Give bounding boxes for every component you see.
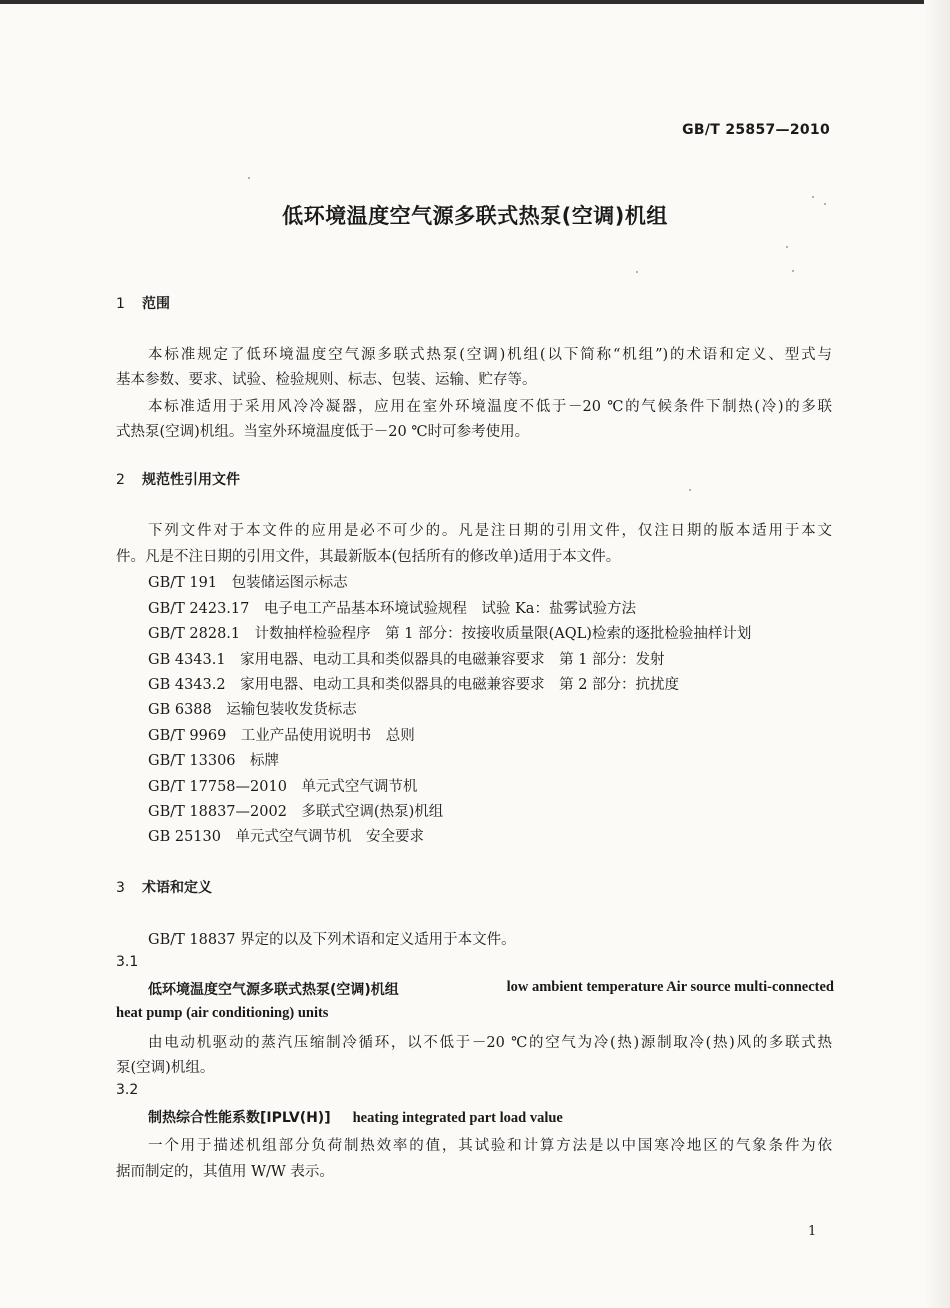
scan-speck [792,270,794,272]
scan-speck [248,177,250,179]
section-title: 范围 [142,296,170,312]
reference-item: GB/T 17758—2010 单元式空气调节机 [148,779,418,795]
term-number: 3.2 [116,1082,139,1098]
paragraph-line: 件。凡是不注日期的引用文件，其最新版本(包括所有的修改单)适用于本文件。 [116,549,621,565]
term-1-heading [148,979,834,999]
definition-line: 一个用于描述机组部分负荷制热效率的值，其试验和计算方法是以中国寒冷地区的气象条件为依 [148,1138,832,1154]
section-number: 1 [116,296,125,312]
paragraph-line: GB/T 18837 界定的以及下列术语和定义适用于本文件。 [148,932,516,948]
term-name-en: low ambient temperature Air source multi-connected [506,979,834,995]
definition-line: 由电动机驱动的蒸汽压缩制冷循环，以不低于－20 ℃的空气为冷(热)源制取冷(热)风的多联式热 [148,1035,832,1051]
term-name-cn: 低环境温度空气源多联式热泵(空调)机组 [148,982,399,998]
standard-id: GB/T 25857—2010 [682,122,830,138]
section-number: 3 [116,880,125,896]
reference-item: GB/T 13306 标牌 [148,753,280,769]
reference-item: GB 4343.1 家用电器、电动工具和类似器具的电磁兼容要求 第 1 部分：发射 [148,652,665,668]
scan-speck [786,246,788,248]
term-number: 3.1 [116,954,139,970]
reference-item: GB/T 2828.1 计数抽样检验程序 第 1 部分：按接收质量限(AQL)检索的逐批检验抽样计划 [148,626,752,642]
scan-speck [812,196,814,198]
section-2-heading [116,469,240,489]
reference-item: GB/T 191 包装储运图示标志 [148,575,348,591]
term-2-heading [148,1107,563,1127]
scan-speck [636,271,638,273]
reference-item: GB/T 18837—2002 多联式空调(热泵)机组 [148,804,444,820]
section-3-heading [116,877,212,897]
paragraph-line: 基本参数、要求、试验、检验规则、标志、包装、运输、贮存等。 [116,372,537,388]
section-number: 2 [116,472,125,488]
paragraph-line: 本标准规定了低环境温度空气源多联式热泵(空调)机组(以下简称“机组”)的术语和定义、型式与 [148,347,832,363]
term-name-en-continued: heat pump (air conditioning) units [116,1005,329,1021]
term-name-cn: 制热综合性能系数[IPLV(H)] [148,1110,331,1126]
page-number: 1 [808,1224,817,1239]
scan-border-top [0,0,950,4]
paragraph-line: 本标准适用于采用风冷冷凝器，应用在室外环境温度不低于－20 ℃的气候条件下制热(冷)的多联 [148,399,832,415]
reference-item: GB 4343.2 家用电器、电动工具和类似器具的电磁兼容要求 第 2 部分：抗扰度 [148,677,680,693]
term-name-en: heating integrated part load value [352,1110,563,1126]
paragraph-line: 下列文件对于本文件的应用是必不可少的。凡是注日期的引用文件，仅注日期的版本适用于本文 [148,523,832,539]
scan-border-right [924,0,950,1308]
reference-item: GB 6388 运输包装收发货标志 [148,702,357,718]
scan-speck [689,489,691,491]
definition-line: 泵(空调)机组。 [116,1060,215,1076]
section-title: 规范性引用文件 [142,472,240,488]
paragraph-line: 式热泵(空调)机组。当室外环境温度低于－20 ℃时可参考使用。 [116,424,530,440]
definition-line: 据而制定的，其值用 W/W 表示。 [116,1164,334,1180]
reference-item: GB/T 2423.17 电子电工产品基本环境试验规程 试验 Ka：盐雾试验方法 [148,601,636,617]
section-title: 术语和定义 [142,880,212,896]
document-title: 低环境温度空气源多联式热泵(空调)机组 [282,204,668,228]
reference-item: GB 25130 单元式空气调节机 安全要求 [148,829,424,845]
reference-item: GB/T 9969 工业产品使用说明书 总则 [148,728,415,744]
section-1-heading [116,293,170,313]
